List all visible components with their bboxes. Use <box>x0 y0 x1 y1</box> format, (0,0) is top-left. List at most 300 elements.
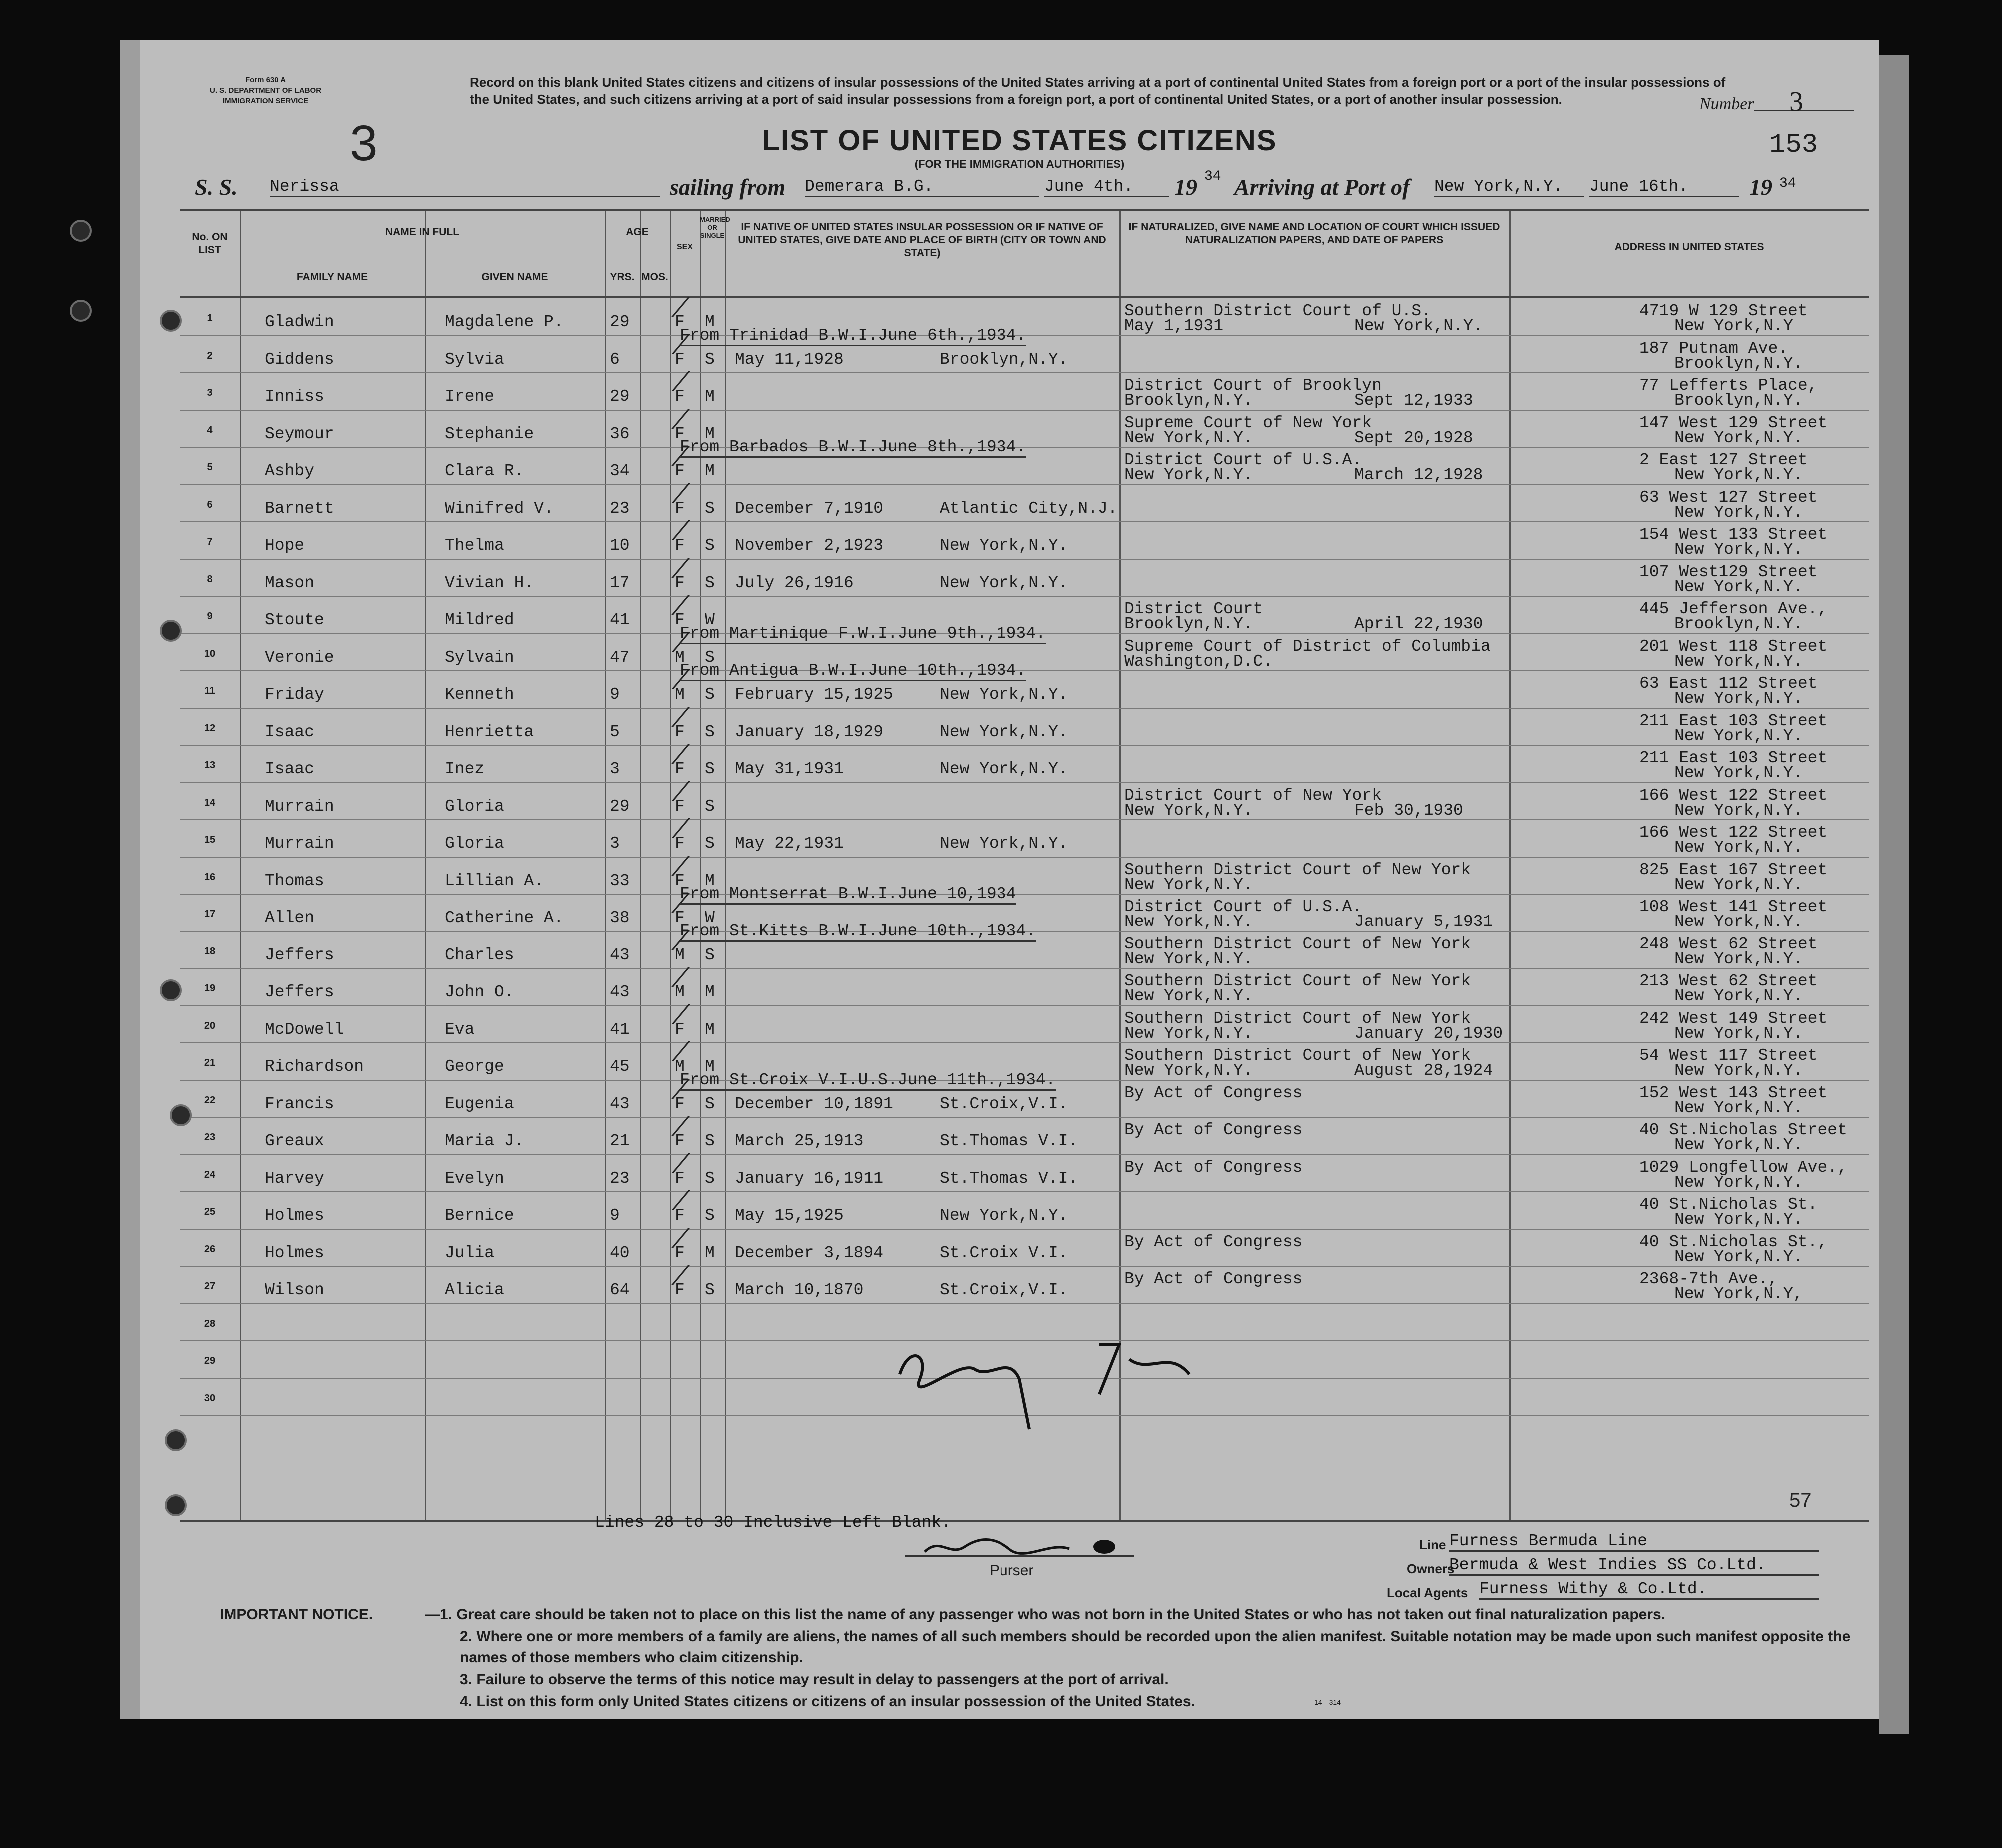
row-rule <box>180 745 1869 746</box>
margin-mark: 57 <box>1789 1489 1812 1511</box>
age-years: 36 <box>610 424 630 443</box>
age-years: 21 <box>610 1132 630 1150</box>
address-line-2: New York,N.Y. <box>1674 540 1803 559</box>
row-rule <box>180 1229 1869 1230</box>
age-years: 47 <box>610 648 630 667</box>
sex: M <box>675 685 685 704</box>
purser-signature <box>920 1532 1129 1562</box>
papers-date: Sept 12,1933 <box>1354 391 1473 410</box>
port-of-embarkation-banner: From Barbados B.W.I.June 8th.,1934. <box>680 438 1026 458</box>
age-years: 23 <box>610 1169 630 1188</box>
address-line-2: New York,N.Y. <box>1674 1061 1803 1080</box>
court-location: New York,N.Y. <box>1124 949 1253 968</box>
handwritten-corner-mark: 3 <box>350 115 378 171</box>
address-line-1: 147 West 129 Street <box>1639 413 1828 432</box>
address-line-2: New York,N.Y. <box>1674 503 1803 522</box>
court-location: New York,N.Y. <box>1124 1024 1253 1043</box>
manifest-sheet <box>120 40 1879 1719</box>
address-line-1: 108 West 141 Street <box>1639 898 1828 916</box>
row-number: 15 <box>204 834 216 845</box>
col-divider <box>640 211 641 1520</box>
court-name: Southern District Court of New York <box>1124 860 1471 879</box>
address-line-2: New York,N.Y. <box>1674 1136 1803 1154</box>
row-number: 25 <box>204 1206 216 1217</box>
court-name: Southern District Court of New York <box>1124 1009 1471 1028</box>
address-line-2: New York,N.Y. <box>1674 1024 1803 1043</box>
family-name: Murrain <box>265 834 334 853</box>
marital-status: S <box>705 1132 715 1150</box>
row-number: 1 <box>207 313 213 324</box>
marital-status: W <box>705 611 715 629</box>
marital-status: S <box>705 648 715 667</box>
court-name: Southern District Court of New York <box>1124 972 1471 990</box>
row-rule <box>180 1117 1869 1118</box>
birth-date: December 7,1910 <box>735 499 884 518</box>
address-line-2: New York,N.Y. <box>1674 801 1803 820</box>
given-name: Charles <box>445 945 514 964</box>
age-years: 3 <box>610 760 620 778</box>
header-rule <box>180 296 1869 298</box>
address-line-1: 166 West 122 Street <box>1639 823 1828 842</box>
arrival-year: 34 <box>1779 176 1796 191</box>
row-number: 19 <box>204 983 216 994</box>
sailing-label: sailing from <box>670 174 786 200</box>
marital-status: M <box>705 1057 715 1076</box>
form-preamble: Record on this blank United States citizens and citizens of insular possessions of the United States arriving at a port of continental United States from a foreign port or a port of the insular possessions of the United States, and such citizens arriving at a port of said insular possessions from a foreign port, a port of continental United States, or a port of another insular possession. <box>470 75 1726 107</box>
col-header-naturalized: IF NATURALIZED, GIVE NAME AND LOCATION OF COURT WHICH ISSUED NATURALIZATION PAPERS, AND DATE OF PAPERS <box>1128 221 1500 246</box>
family-name: Seymour <box>265 424 334 443</box>
sex: M <box>675 1057 685 1076</box>
birth-place: New York,N.Y. <box>940 1206 1068 1225</box>
inspector-signature <box>890 1314 1289 1439</box>
address-line-1: 77 Lefferts Place, <box>1639 376 1818 395</box>
row-number: 7 <box>207 536 213 547</box>
address-line-1: 63 West 127 Street <box>1639 488 1818 507</box>
binder-hole <box>170 1104 192 1126</box>
marital-status: S <box>705 1169 715 1188</box>
line-value: Furness Bermuda Line <box>1449 1532 1819 1552</box>
marital-status: S <box>705 797 715 816</box>
address-line-1: 2368-7th Ave., <box>1639 1270 1778 1288</box>
row-rule <box>180 1005 1869 1006</box>
row-number: 4 <box>207 424 213 436</box>
col-header-sex: SEX <box>676 243 693 251</box>
birth-place: New York,N.Y. <box>940 834 1068 853</box>
family-name: Francis <box>265 1094 334 1113</box>
age-years: 10 <box>610 536 630 555</box>
papers-date: April 22,1930 <box>1354 615 1483 633</box>
given-name: Maria J. <box>445 1132 524 1150</box>
marital-status: S <box>705 1094 715 1113</box>
marital-status: M <box>705 1243 715 1262</box>
papers-date: January 20,1930 <box>1354 1024 1503 1043</box>
age-years: 40 <box>610 1243 630 1262</box>
sex: M <box>675 945 685 964</box>
sex: F <box>675 1243 685 1262</box>
address-line-1: 2 East 127 Street <box>1639 451 1808 469</box>
row-rule <box>180 894 1869 895</box>
row-number: 8 <box>207 573 213 585</box>
court-name: By Act of Congress <box>1124 1232 1303 1251</box>
row-rule <box>180 521 1869 522</box>
row-rule <box>180 1154 1869 1155</box>
papers-date: Feb 30,1930 <box>1354 801 1463 820</box>
age-years: 17 <box>610 573 630 592</box>
row-number: 29 <box>204 1355 216 1366</box>
given-name: Kenneth <box>445 685 514 704</box>
sex: F <box>675 1206 685 1225</box>
col-header-married: MARRIED OR SINGLE <box>700 216 730 239</box>
address-line-2: New York,N.Y. <box>1674 1210 1803 1229</box>
sex: F <box>675 424 685 443</box>
row-rule <box>180 596 1869 597</box>
departure-year: 34 <box>1204 169 1221 184</box>
age-years: 29 <box>610 797 630 816</box>
notice-2: 2. Where one or more members of a family are aliens, the names of all such members should be recorded upon the alien manifest. Suitable notation may be made upon such manifest opposite the names of those members who claim citizenship. <box>460 1628 1851 1666</box>
given-name: Catherine A. <box>445 909 564 927</box>
row-number: 14 <box>204 797 216 808</box>
sex: F <box>675 350 685 369</box>
age-years: 33 <box>610 871 630 890</box>
birth-date: November 2,1923 <box>735 536 884 555</box>
court-location: New York,N.Y. <box>1124 466 1253 484</box>
col-header-address: ADDRESS IN UNITED STATES <box>1614 241 1764 253</box>
given-name: Henrietta <box>445 722 534 741</box>
given-name: Gloria <box>445 834 504 853</box>
sex: F <box>675 909 685 927</box>
address-line-2: New York,N.Y. <box>1674 838 1803 857</box>
marital-status: S <box>705 499 715 518</box>
marital-status: S <box>705 536 715 555</box>
sex: F <box>675 871 685 890</box>
family-name: Jeffers <box>265 983 334 1001</box>
age-years: 29 <box>610 387 630 406</box>
marital-status: S <box>705 573 715 592</box>
address-line-1: 825 East 167 Street <box>1639 860 1828 879</box>
family-name: Thomas <box>265 871 324 890</box>
address-line-2: New York,N.Y. <box>1674 428 1803 447</box>
given-name: Vivian H. <box>445 573 534 592</box>
notice-title: IMPORTANT NOTICE. <box>220 1606 373 1623</box>
col-divider <box>725 211 726 1520</box>
col-header-no: No. ON LIST <box>192 231 228 256</box>
birth-date: May 11,1928 <box>735 350 844 369</box>
court-location: Washington,D.C. <box>1124 652 1273 671</box>
sex: M <box>675 648 685 667</box>
address-line-1: 242 West 149 Street <box>1639 1009 1828 1028</box>
col-header-mos: MOS. <box>641 271 668 283</box>
sex: F <box>675 760 685 778</box>
sex: F <box>675 573 685 592</box>
address-line-2: New York,N.Y. <box>1674 1173 1803 1192</box>
row-number: 6 <box>207 499 213 510</box>
age-years: 64 <box>610 1281 630 1299</box>
port-of-embarkation-banner: From Antigua B.W.I.June 10th.,1934. <box>680 661 1026 681</box>
row-number: 23 <box>204 1132 216 1143</box>
address-line-1: 152 West 143 Street <box>1639 1083 1828 1102</box>
court-name: District Court of Brooklyn <box>1124 376 1382 395</box>
row-number: 12 <box>204 722 216 734</box>
address-line-1: 63 East 112 Street <box>1639 674 1818 693</box>
row-number: 20 <box>204 1020 216 1031</box>
court-name: By Act of Congress <box>1124 1121 1303 1139</box>
departure-date: June 4th. <box>1044 177 1169 197</box>
family-name: Friday <box>265 685 324 704</box>
purser-label: Purser <box>990 1562 1034 1579</box>
marital-status: S <box>705 760 715 778</box>
col-divider <box>425 211 426 1520</box>
given-name: Sylvain <box>445 648 514 667</box>
age-years: 3 <box>610 834 620 853</box>
family-name: Holmes <box>265 1206 324 1225</box>
address-line-1: 445 Jefferson Ave., <box>1639 600 1828 618</box>
row-number: 16 <box>204 871 216 883</box>
birth-date: February 15,1925 <box>735 685 893 704</box>
court-name: Southern District Court of New York <box>1124 934 1471 953</box>
binder-hole <box>165 1429 187 1451</box>
address-line-2: New York,N.Y. <box>1674 764 1803 782</box>
owners-value: Bermuda & West Indies SS Co.Ltd. <box>1449 1556 1819 1576</box>
marital-status: W <box>705 909 715 927</box>
address-line-2: New York,N.Y. <box>1674 987 1803 1005</box>
number-value: 3 <box>1789 86 1803 117</box>
sex: F <box>675 462 685 480</box>
agents-label: Local Agents <box>1387 1585 1468 1600</box>
form-number: Form 630 A <box>245 76 286 84</box>
court-location: New York,N.Y. <box>1124 913 1253 931</box>
birth-date: May 22,1931 <box>735 834 844 853</box>
address-line-2: New York,N.Y. <box>1674 875 1803 894</box>
col-header-given: GIVEN NAME <box>481 271 548 283</box>
form-identifier <box>210 75 321 106</box>
papers-date: January 5,1931 <box>1354 913 1493 931</box>
age-years: 45 <box>610 1057 630 1076</box>
birth-date: March 25,1913 <box>735 1132 864 1150</box>
row-rule <box>180 559 1869 560</box>
page-edge <box>1879 55 1909 1734</box>
service-name: IMMIGRATION SERVICE <box>222 97 309 105</box>
address-line-2: New York,N.Y. <box>1674 689 1803 708</box>
row-number: 13 <box>204 760 216 771</box>
col-divider <box>605 211 606 1520</box>
col-divider <box>1509 211 1511 1520</box>
birth-place: New York,N.Y. <box>940 685 1068 704</box>
family-name: Richardson <box>265 1057 364 1076</box>
row-number: 28 <box>204 1318 216 1329</box>
marital-status: M <box>705 462 715 480</box>
court-name: Southern District Court of New York <box>1124 1046 1471 1065</box>
row-rule <box>180 708 1869 709</box>
row-rule <box>180 819 1869 820</box>
age-years: 43 <box>610 983 630 1001</box>
marital-status: M <box>705 424 715 443</box>
col-divider <box>240 211 241 1520</box>
sex: F <box>675 722 685 741</box>
given-name: Stephanie <box>445 424 534 443</box>
agents-value: Furness Withy & Co.Ltd. <box>1479 1580 1819 1600</box>
col-header-age: AGE <box>626 226 649 238</box>
court-name: Supreme Court of New York <box>1124 413 1372 432</box>
row-number: 18 <box>204 945 216 957</box>
birth-date: May 15,1925 <box>735 1206 844 1225</box>
address-line-1: 107 West129 Street <box>1639 562 1818 581</box>
birth-date: May 31,1931 <box>735 760 844 778</box>
address-line-2: New York,N.Y <box>1674 317 1793 335</box>
given-name: Magdalene P. <box>445 313 564 331</box>
court-name: Supreme Court of District of Columbia <box>1124 637 1491 656</box>
family-name: McDowell <box>265 1020 344 1039</box>
papers-date: Sept 20,1928 <box>1354 428 1473 447</box>
given-name: John O. <box>445 983 514 1001</box>
court-name: District Court of New York <box>1124 786 1382 805</box>
family-name: Mason <box>265 573 315 592</box>
row-rule <box>180 1303 1869 1304</box>
ship-name: Nerissa <box>270 177 660 197</box>
birth-place: St.Thomas V.I. <box>940 1169 1078 1188</box>
address-line-1: 213 West 62 Street <box>1639 972 1818 990</box>
col-divider <box>700 211 701 1520</box>
row-number: 5 <box>207 462 213 473</box>
marital-status: S <box>705 1206 715 1225</box>
court-location: New York,N.Y. <box>1124 428 1253 447</box>
birth-place: New York,N.Y. <box>940 722 1068 741</box>
row-number: 2 <box>207 350 213 361</box>
birth-place: Brooklyn,N.Y. <box>940 350 1068 369</box>
marital-status: M <box>705 983 715 1001</box>
address-line-2: New York,N.Y. <box>1674 466 1803 484</box>
birth-place: New York,N.Y. <box>940 536 1068 555</box>
age-years: 41 <box>610 1020 630 1039</box>
court-location: New York,N.Y. <box>1124 875 1253 894</box>
given-name: Sylvia <box>445 350 504 369</box>
family-name: Barnett <box>265 499 334 518</box>
row-number: 17 <box>204 909 216 920</box>
birth-place: New York,N.Y. <box>940 760 1068 778</box>
binder-hole <box>160 979 182 1001</box>
binder-hole <box>70 220 92 242</box>
row-number: 21 <box>204 1057 216 1068</box>
sex: F <box>675 1281 685 1299</box>
family-name: Murrain <box>265 797 334 816</box>
sex: F <box>675 1020 685 1039</box>
address-line-2: Brooklyn,N.Y. <box>1674 615 1803 633</box>
arrival-year-prefix: 19 <box>1749 174 1772 200</box>
address-line-1: 40 St.Nicholas St. <box>1639 1195 1818 1214</box>
marital-status: S <box>705 685 715 704</box>
address-line-1: 201 West 118 Street <box>1639 637 1828 656</box>
document-subtitle: (FOR THE IMMIGRATION AUTHORITIES) <box>914 158 1125 170</box>
given-name: Winifred V. <box>445 499 554 518</box>
family-name: Jeffers <box>265 945 334 964</box>
family-name: Ashby <box>265 462 315 480</box>
port-of-embarkation-banner: From St.Croix V.I.U.S.June 11th.,1934. <box>680 1071 1056 1091</box>
given-name: Eva <box>445 1020 475 1039</box>
row-number: 10 <box>204 648 216 659</box>
age-years: 43 <box>610 945 630 964</box>
birth-date: July 26,1916 <box>735 573 854 592</box>
family-name: Gladwin <box>265 313 334 331</box>
given-name: George <box>445 1057 504 1076</box>
marital-status: S <box>705 834 715 853</box>
given-name: Mildred <box>445 611 514 629</box>
birth-date: December 10,1891 <box>735 1094 893 1113</box>
address-line-1: 54 West 117 Street <box>1639 1046 1818 1065</box>
sex: F <box>675 611 685 629</box>
row-rule <box>180 857 1869 858</box>
sex: F <box>675 313 685 331</box>
sex: F <box>675 499 685 518</box>
notice-3: 3. Failure to observe the terms of this notice may result in delay to passengers at the port of arrival. <box>460 1671 1169 1688</box>
papers-date: New York,N.Y. <box>1354 317 1483 335</box>
given-name: Gloria <box>445 797 504 816</box>
age-years: 5 <box>610 722 620 741</box>
row-rule <box>180 782 1869 783</box>
row-rule <box>180 968 1869 969</box>
sex: F <box>675 834 685 853</box>
row-rule <box>180 372 1869 373</box>
family-name: Harvey <box>265 1169 324 1188</box>
col-header-family: FAMILY NAME <box>296 271 368 283</box>
court-location: New York,N.Y. <box>1124 801 1253 820</box>
binder-hole <box>160 620 182 642</box>
birth-place: St.Croix,V.I. <box>940 1094 1068 1113</box>
port-of-embarkation-banner: From St.Kitts B.W.I.June 10th.,1934. <box>680 922 1036 942</box>
address-line-1: 187 Putnam Ave. <box>1639 339 1788 358</box>
row-number: 24 <box>204 1169 216 1180</box>
address-line-2: New York,N.Y. <box>1674 949 1803 968</box>
given-name: Clara R. <box>445 462 524 480</box>
row-number: 9 <box>207 611 213 622</box>
family-name: Greaux <box>265 1132 324 1150</box>
given-name: Inez <box>445 760 485 778</box>
court-location: May 1,1931 <box>1124 317 1224 335</box>
owners-label: Owners <box>1407 1561 1455 1576</box>
sex: F <box>675 1132 685 1150</box>
row-number: 3 <box>207 387 213 398</box>
departure-port: Demerara B.G. <box>805 177 1039 197</box>
port-of-embarkation-banner: From Trinidad B.W.I.June 6th.,1934. <box>680 326 1026 346</box>
address-line-1: 4719 W 129 Street <box>1639 302 1808 320</box>
given-name: Julia <box>445 1243 495 1262</box>
given-name: Alicia <box>445 1281 504 1299</box>
birth-place: St.Croix V.I. <box>940 1243 1068 1262</box>
arrival-date: June 16th. <box>1589 177 1739 197</box>
notice-1: —1. Great care should be taken not to place on this list the name of any passenger who was not born in the United States or who has not taken out final naturalization papers. <box>425 1606 1666 1623</box>
given-name: Thelma <box>445 536 504 555</box>
row-number: 27 <box>204 1281 216 1292</box>
family-name: Giddens <box>265 350 334 369</box>
birth-place: New York,N.Y. <box>940 573 1068 592</box>
col-header-yrs: YRS. <box>610 271 635 283</box>
marital-status: M <box>705 313 715 331</box>
birth-date: March 10,1870 <box>735 1281 864 1299</box>
sex: M <box>675 983 685 1001</box>
address-line-1: 248 West 62 Street <box>1639 934 1818 953</box>
address-line-2: New York,N.Y. <box>1674 577 1803 596</box>
birth-place: St.Croix,V.I. <box>940 1281 1068 1299</box>
papers-date: August 28,1924 <box>1354 1061 1493 1080</box>
age-years: 9 <box>610 1206 620 1225</box>
departure-year-prefix: 19 <box>1174 174 1197 200</box>
row-rule <box>180 1266 1869 1267</box>
birth-place: Atlantic City,N.J. <box>940 499 1118 518</box>
sex: F <box>675 1169 685 1188</box>
court-name: Southern District Court of U.S. <box>1124 302 1431 320</box>
row-number: 11 <box>204 685 215 696</box>
family-name: Allen <box>265 909 315 927</box>
age-years: 6 <box>610 350 620 369</box>
address-line-1: 40 St.Nicholas St., <box>1639 1232 1828 1251</box>
